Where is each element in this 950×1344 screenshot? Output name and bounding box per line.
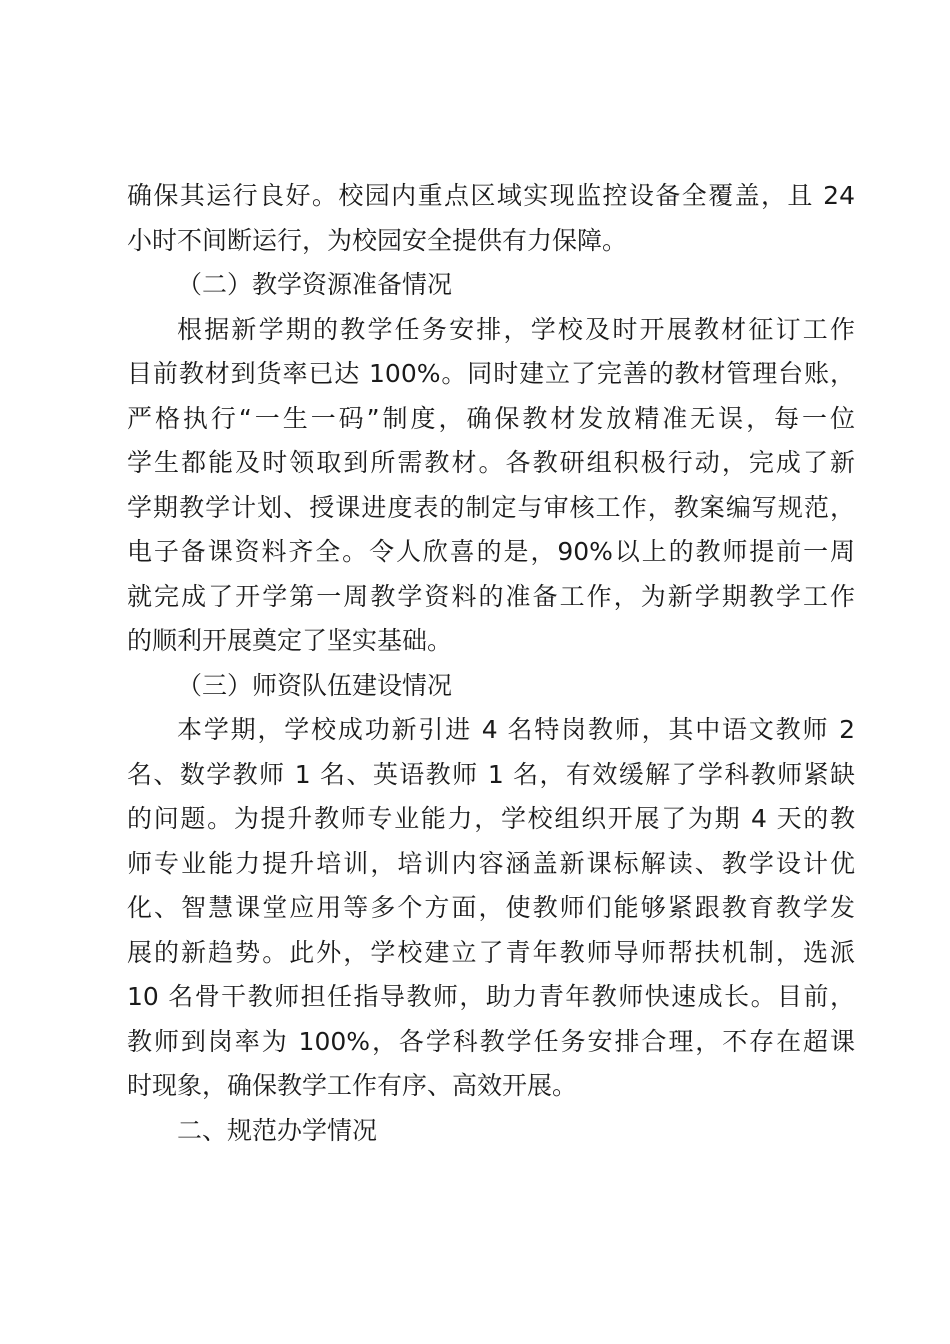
text-line: 学期教学计划、授课进度表的制定与审核工作，教案编写规范， [127, 492, 855, 522]
text-line: 10 名骨干教师担任指导教师，助力青年教师快速成长。目前， [127, 982, 855, 1011]
section-heading: 二、规范办学情况 [177, 1115, 378, 1145]
text-line: 小时不间断运行，为校园安全提供有力保障。 [127, 225, 628, 255]
text-line: 本学期，学校成功新引进 4 名特岗教师，其中语文教师 2 [177, 715, 855, 744]
text-line: 的顺利开展奠定了坚实基础。 [127, 626, 453, 655]
text-line: 化、智慧课堂应用等多个方面，使教师们能够紧跟教育教学发 [127, 893, 855, 922]
document-body [127, 174, 855, 1153]
section-heading: （三）师资队伍建设情况 [177, 670, 453, 700]
text-line: 目前教材到货率已达 100%。同时建立了完善的教材管理台账， [127, 359, 855, 388]
text-line: 根据新学期的教学任务安排，学校及时开展教材征订工作 [177, 314, 855, 344]
text-line: 展的新趋势。此外，学校建立了青年教师导师帮扶机制，选派 [127, 937, 855, 967]
text-line: 教师到岗率为 100%，各学科教学任务安排合理，不存在超课 [127, 1026, 855, 1056]
text-line: 学生都能及时领取到所需教材。各教研组积极行动，完成了新 [127, 448, 855, 477]
text-line: 就完成了开学第一周教学资料的准备工作，为新学期教学工作 [127, 581, 855, 611]
text-line: 电子备课资料齐全。令人欣喜的是，90%以上的教师提前一周 [127, 537, 855, 566]
text-line: 严格执行“一生一码”制度，确保教材发放精准无误，每一位 [127, 403, 855, 433]
text-line: 确保其运行良好。校园内重点区域实现监控设备全覆盖，且 24 [127, 181, 855, 210]
text-line: 名、数学教师 1 名、英语教师 1 名，有效缓解了学科教师紧缺 [127, 759, 855, 789]
text-line: 时现象，确保教学工作有序、高效开展。 [127, 1071, 578, 1100]
text-line: 的问题。为提升教师专业能力，学校组织开展了为期 4 天的教 [127, 804, 855, 833]
section-heading: （二）教学资源准备情况 [177, 270, 453, 299]
text-line: 师专业能力提升培训，培训内容涵盖新课标解读、教学设计优 [127, 848, 855, 878]
